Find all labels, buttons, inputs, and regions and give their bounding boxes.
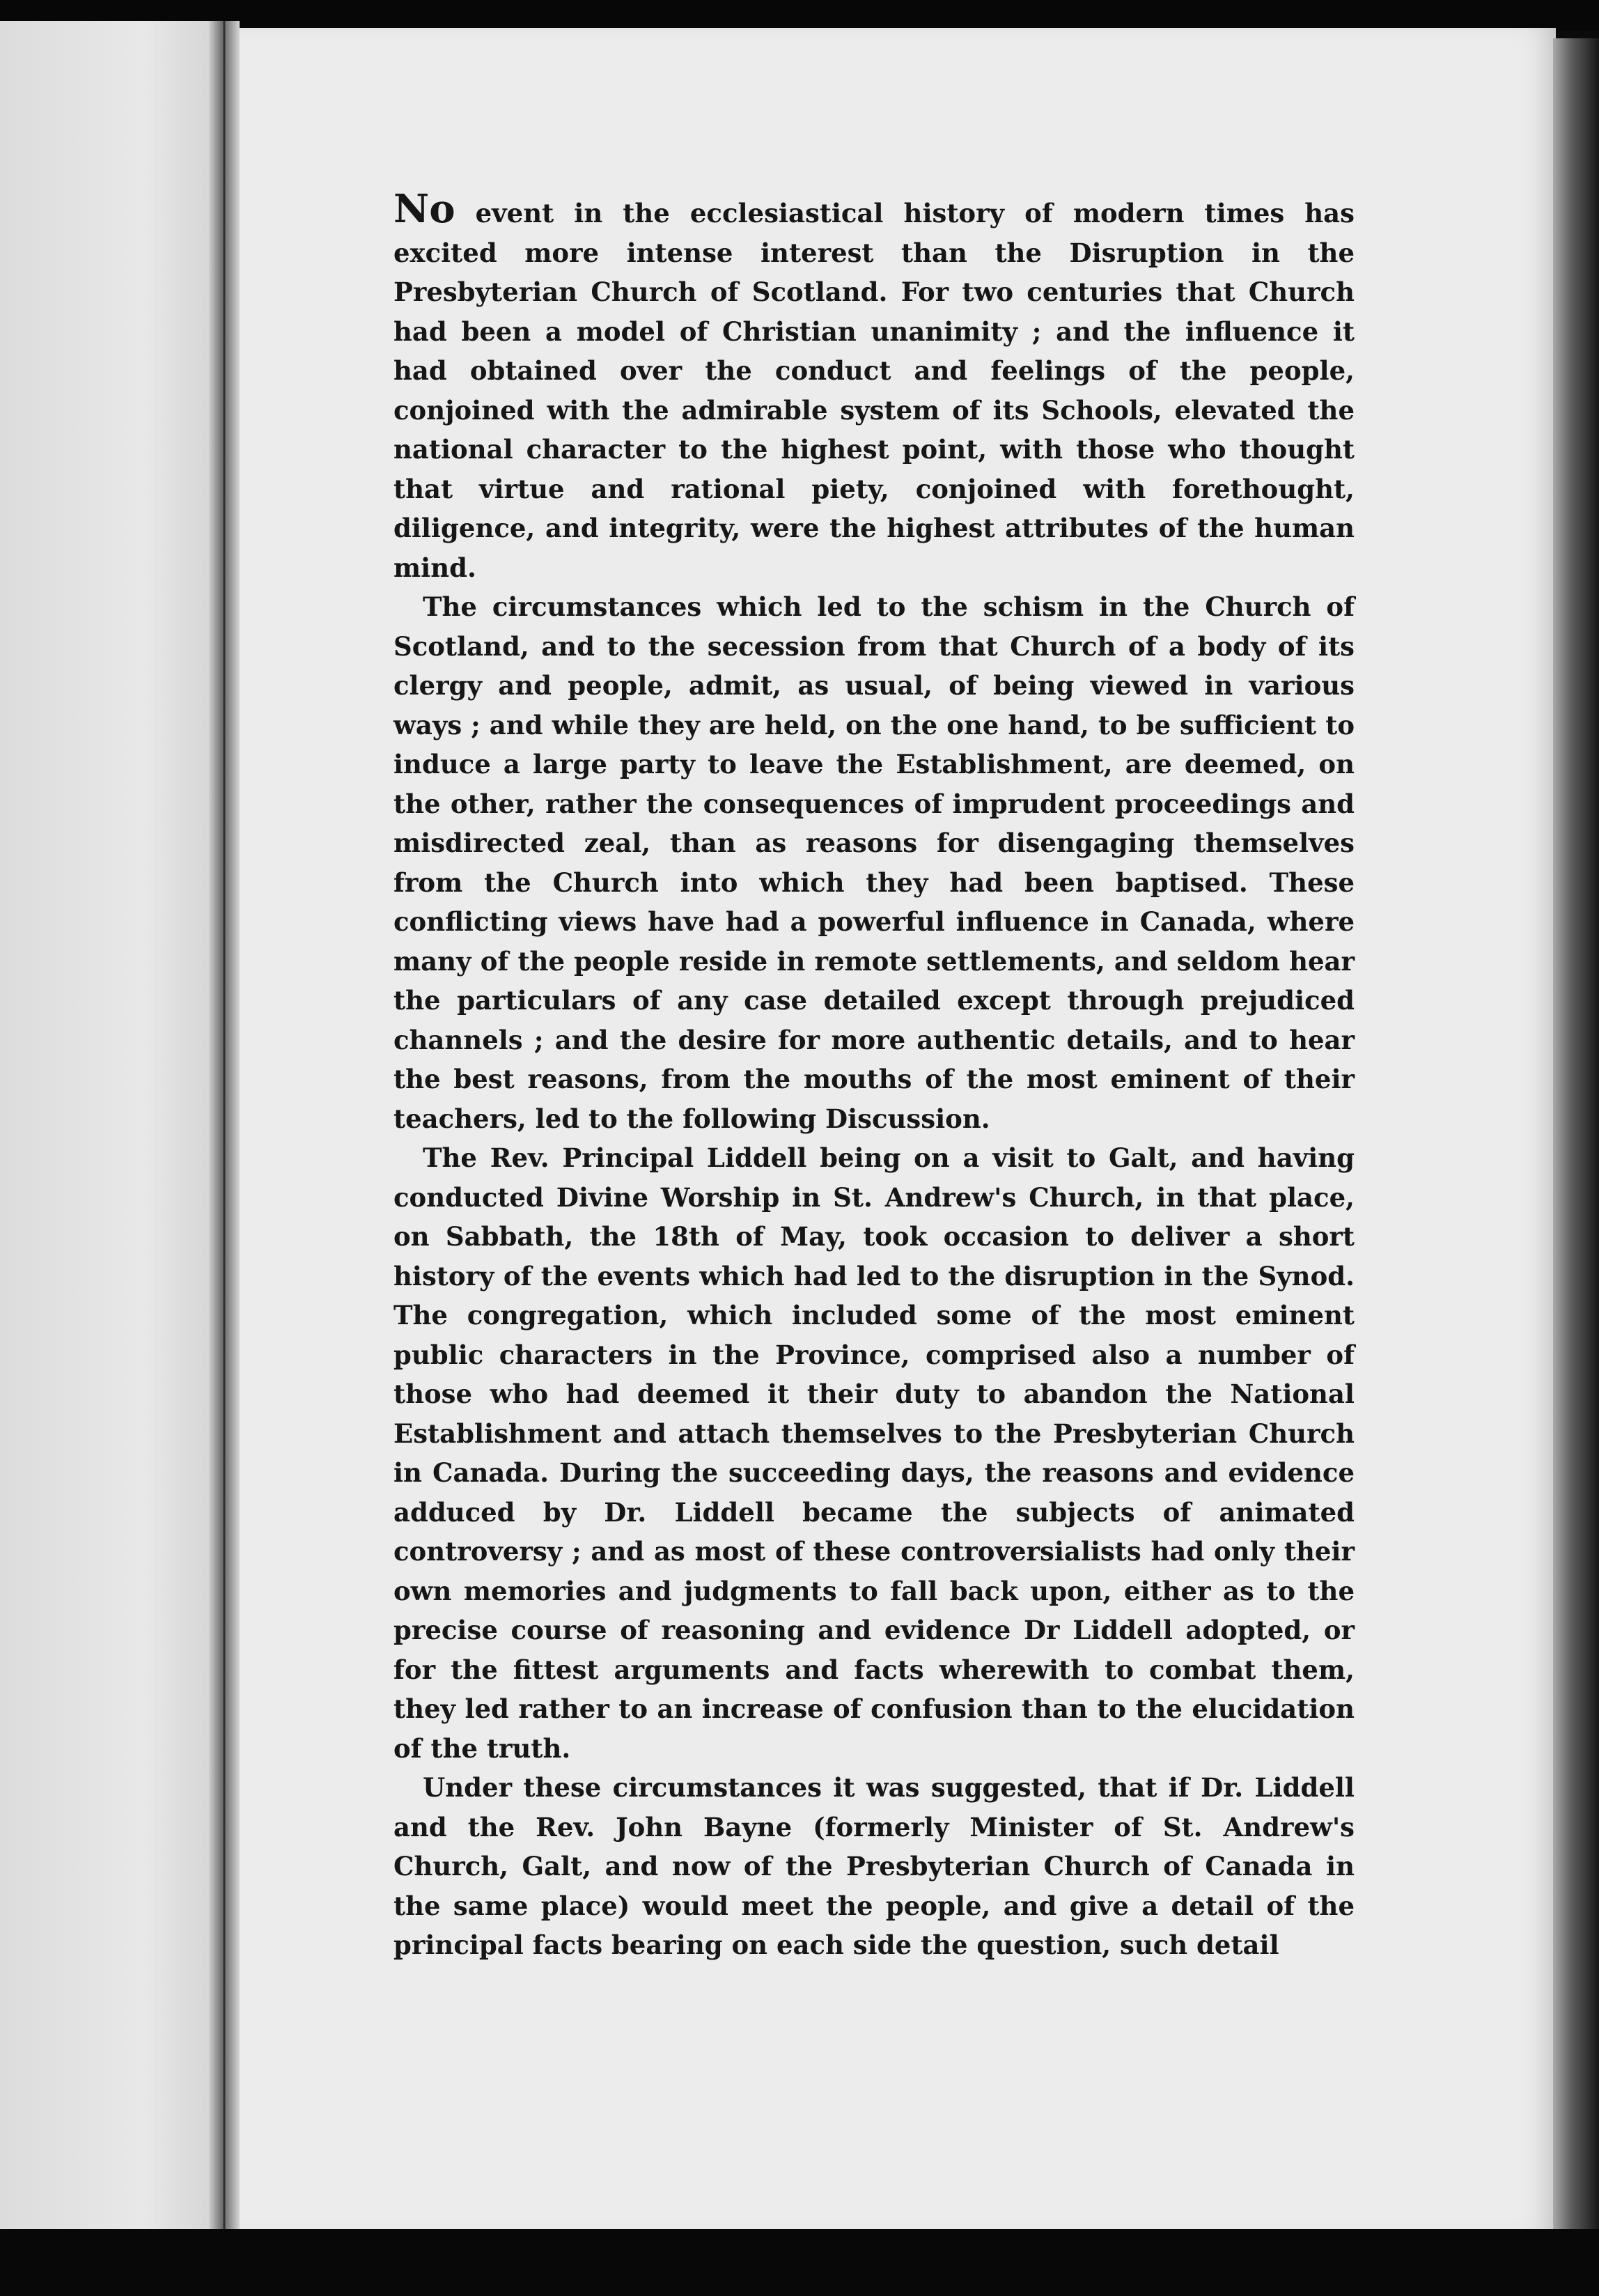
opening-initial: No [393, 186, 455, 232]
paragraph-1-text: event in the ecclesiastical history of modern times has excited more intense interest than the Disruption in the Presbyterian Church of Scotland. For two centuries that Church had been a model of Christian unanimity ; and the influence it had obtained over the conduct and feelings of the people, conjoined with the admirable system of its Schools, elevated the national character to the highest point, with those who thought that virtue and rational piety, conjoined with forethought, diligence, and integrity, were the highest attributes of the human mind. [393, 198, 1355, 583]
scan-top-border [0, 0, 1599, 31]
paragraph-3: The Rev. Principal Liddell being on a visit to Galt, and having conducted Divine Worship in St. Andrew's Church, in that place, on Sabbath, the 18th of May, took occasion to deliver a short history of the events which had led to the disruption in the Synod. The congregation, which included some of the most eminent public characters in the Province, comprised also a number of those who had deemed it their duty to abandon the National Establishment and attach themselves to the Presbyterian Church in Canada. During the succeeding days, the reasons and evidence adduced by Dr. Liddell became the subjects of animated controversy ; and as most of these controversialists had only their own memories and judgments to fall back upon, either as to the precise course of reasoning and evidence Dr Liddell adopted, or for the fittest arguments and facts wherewith to combat them, they led rather to an increase of confusion than to the elucidation of the truth. [393, 1142, 1355, 1764]
paragraph-1 [393, 186, 1355, 587]
paragraph-4: Under these circumstances it was suggested, that if Dr. Liddell and the Rev. John Bayne (formerly Minister of St. Andrew's Church, Galt, and now of the Presbyterian Church of Canada in the same place) would meet the people, and give a detail of the principal facts bearing on each side the question, such detail [393, 1772, 1355, 1960]
paragraph-2: The circumstances which led to the schism in the Church of Scotland, and to the secession from that Church of a body of its clergy and people, admit, as usual, of being viewed in various ways ; and while they are held, on the one hand, to be sufficient to induce a large party to leave the Establishment, are deemed, on the other, rather the consequences of imprudent proceedings and misdirected zeal, than as reasons for disengaging themselves from the Church into which they had been baptised. These conflicting views have had a powerful influence in Canada, where many of the people reside in remote settlements, and seldom hear the particulars of any case detailed except through prejudiced channels ; and the desire for more authentic details, and to hear the best reasons, from the mouths of the most eminent of their teachers, led to the following Discussion. [393, 591, 1355, 1134]
book-gutter [209, 21, 240, 2243]
scan-bottom-border [0, 2229, 1599, 2296]
facing-page [0, 21, 237, 2243]
body-text [393, 186, 1355, 1965]
page-edge [1553, 38, 1599, 2240]
